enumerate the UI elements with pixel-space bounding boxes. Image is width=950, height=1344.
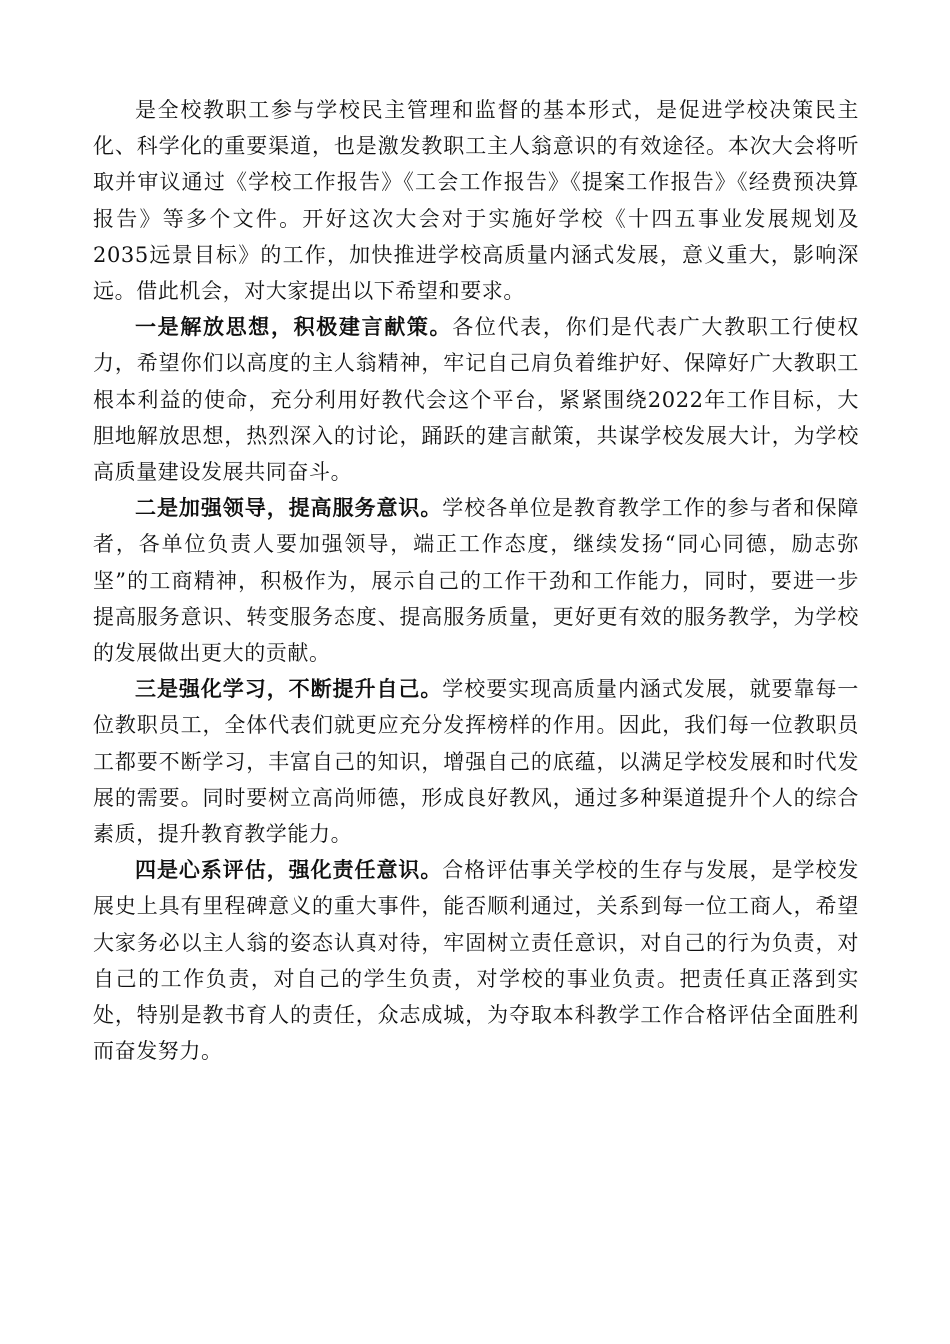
paragraph-heading: 四是心系评估，强化责任意识。 [135, 857, 443, 883]
document-page [93, 92, 859, 1069]
paragraph-body: 学校要实现高质量内涵式发展，就要靠每一位教职员工，全体代表们就更应充分发挥榜样的作用。因此，我们每一位教职员工都要不断学习，丰富自己的知识，增强自己的底蕴，以满足学校发展和时代发展的需要。同时要树立高尚师德，形成良好教风，通过多种渠道提升个人的综合素质，提升教育教学能力。 [93, 677, 859, 847]
paragraph-body: 各位代表，你们是代表广大教职工行使权力，希望你们以高度的主人翁精神，牢记自己肩负着维护好、保障好广大教职工根本利益的使命，充分利用好教代会这个平台，紧紧围绕2022年工作目标，大胆地解放思想，热烈深入的讨论，踊跃的建言献策，共谋学校发展大计，为学校高质量建设发展共同奋斗。 [93, 315, 859, 485]
point-two-paragraph [93, 490, 859, 671]
paragraph-heading: 一是解放思想，积极建言献策。 [135, 314, 453, 340]
paragraph-body: 学校各单位是教育教学工作的参与者和保障者，各单位负责人要加强领导，端正工作态度，继续发扬“同心同德，励志弥坚”的工商精神，积极作为，展示自己的工作干劲和工作能力，同时，要进一步提高服务意识、转变服务态度、提高服务质量，更好更有效的服务教学，为学校的发展做出更大的贡献。 [93, 496, 859, 666]
intro-paragraph [93, 92, 859, 309]
point-three-paragraph [93, 671, 859, 852]
paragraph-heading: 二是加强领导，提高服务意识。 [135, 495, 443, 521]
point-one-paragraph [93, 309, 859, 490]
paragraph-heading: 三是强化学习，不断提升自己。 [135, 676, 443, 702]
point-four-paragraph [93, 852, 859, 1069]
paragraph-body: 合格评估事关学校的生存与发展，是学校发展史上具有里程碑意义的重大事件，能否顺利通过，关系到每一位工商人，希望大家务必以主人翁的姿态认真对待，牢固树立责任意识，对自己的行为负责，对自己的工作负责，对自己的学生负责，对学校的事业负责。把责任真正落到实处，特别是教书育人的责任，众志成城，为夺取本科教学工作合格评估全面胜利而奋发努力。 [93, 858, 859, 1064]
paragraph-body: 是全校教职工参与学校民主管理和监督的基本形式，是促进学校决策民主化、科学化的重要渠道，也是激发教职工主人翁意识的有效途径。本次大会将听取并审议通过《学校工作报告》《工会工作报告》《提案工作报告》《经费预决算报告》等多个文件。开好这次大会对于实施好学校《十四五事业发展规划及2035远景目标》的工作，加快推进学校高质量内涵式发展，意义重大，影响深远。借此机会，对大家提出以下希望和要求。 [93, 98, 859, 304]
